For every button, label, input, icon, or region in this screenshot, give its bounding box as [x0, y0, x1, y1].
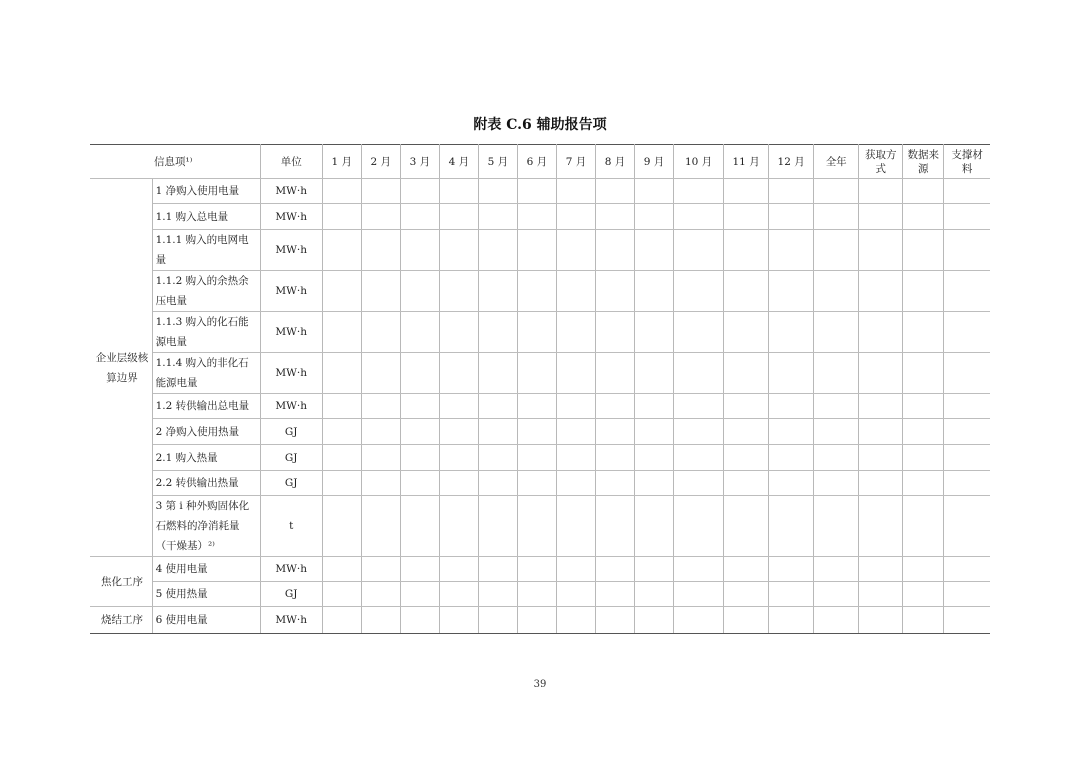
data-cell[interactable] — [859, 230, 903, 271]
data-cell[interactable] — [361, 471, 400, 496]
data-cell[interactable] — [859, 353, 903, 394]
data-cell[interactable] — [595, 179, 634, 204]
group-label-text: 焦化工序 — [101, 575, 143, 588]
data-cell[interactable] — [478, 496, 517, 557]
header-material: 支撑材料 — [944, 145, 990, 179]
data-cell[interactable] — [903, 419, 944, 445]
data-cell[interactable] — [439, 582, 478, 607]
data-cell[interactable] — [944, 271, 990, 312]
data-cell[interactable] — [635, 179, 674, 204]
unit-cell: MW·h — [260, 557, 322, 582]
info-item-cell: 2.2 转供输出热量 — [152, 471, 260, 496]
data-cell[interactable] — [595, 471, 634, 496]
data-cell[interactable] — [635, 582, 674, 607]
data-cell[interactable] — [814, 204, 859, 230]
info-item-cell: 6 使用电量 — [152, 607, 260, 634]
data-cell[interactable] — [361, 445, 400, 471]
data-cell[interactable] — [556, 271, 595, 312]
info-item-cell: 3 第 i 种外购固体化石燃料的净消耗量（干燥基）²⁾ — [152, 496, 260, 557]
data-cell[interactable] — [322, 445, 361, 471]
unit-cell: t — [260, 496, 322, 557]
data-cell[interactable] — [859, 312, 903, 353]
info-item-cell: 1.1.3 购入的化石能源电量 — [152, 312, 260, 353]
table-row — [90, 230, 990, 271]
data-cell[interactable] — [635, 394, 674, 419]
data-cell[interactable] — [903, 582, 944, 607]
data-cell[interactable] — [400, 607, 439, 634]
data-cell[interactable] — [903, 394, 944, 419]
data-cell[interactable] — [478, 312, 517, 353]
data-cell[interactable] — [556, 471, 595, 496]
data-cell[interactable] — [400, 353, 439, 394]
data-cell[interactable] — [595, 607, 634, 634]
table-row — [90, 271, 990, 312]
data-cell[interactable] — [439, 557, 478, 582]
data-cell[interactable] — [635, 471, 674, 496]
data-cell[interactable] — [439, 496, 478, 557]
header-month-9: 9 月 — [635, 145, 674, 179]
data-cell[interactable] — [814, 353, 859, 394]
data-cell[interactable] — [517, 271, 556, 312]
data-cell[interactable] — [814, 312, 859, 353]
data-cell[interactable] — [439, 471, 478, 496]
data-cell[interactable] — [944, 582, 990, 607]
data-cell[interactable] — [322, 582, 361, 607]
data-cell[interactable] — [361, 204, 400, 230]
unit-cell: MW·h — [260, 230, 322, 271]
data-cell[interactable] — [674, 557, 724, 582]
group-label — [90, 557, 152, 607]
data-cell[interactable] — [400, 204, 439, 230]
data-cell[interactable] — [322, 419, 361, 445]
unit-cell: GJ — [260, 471, 322, 496]
data-cell[interactable] — [903, 271, 944, 312]
data-cell[interactable] — [944, 445, 990, 471]
table-row — [90, 353, 990, 394]
unit-cell: MW·h — [260, 607, 322, 634]
data-cell[interactable] — [322, 557, 361, 582]
data-cell[interactable] — [517, 496, 556, 557]
data-cell[interactable] — [595, 204, 634, 230]
data-cell[interactable] — [517, 179, 556, 204]
data-cell[interactable] — [769, 471, 814, 496]
data-cell[interactable] — [635, 312, 674, 353]
data-cell[interactable] — [556, 230, 595, 271]
table-body — [90, 179, 990, 634]
data-cell[interactable] — [595, 230, 634, 271]
data-cell[interactable] — [595, 496, 634, 557]
data-cell[interactable] — [674, 445, 724, 471]
header-year: 全年 — [814, 145, 859, 179]
header-month-8: 8 月 — [595, 145, 634, 179]
data-cell[interactable] — [400, 271, 439, 312]
data-cell[interactable] — [556, 204, 595, 230]
data-cell[interactable] — [595, 271, 634, 312]
data-cell[interactable] — [635, 445, 674, 471]
data-cell[interactable] — [361, 496, 400, 557]
data-cell[interactable] — [361, 312, 400, 353]
header-month-5: 5 月 — [478, 145, 517, 179]
data-cell[interactable] — [361, 419, 400, 445]
unit-cell: MW·h — [260, 312, 322, 353]
data-cell[interactable] — [439, 445, 478, 471]
data-cell[interactable] — [478, 204, 517, 230]
data-cell[interactable] — [903, 557, 944, 582]
header-month-4: 4 月 — [439, 145, 478, 179]
data-cell[interactable] — [517, 582, 556, 607]
data-cell[interactable] — [903, 312, 944, 353]
data-cell[interactable] — [439, 204, 478, 230]
data-cell[interactable] — [478, 419, 517, 445]
data-cell[interactable] — [944, 312, 990, 353]
data-cell[interactable] — [903, 445, 944, 471]
data-cell[interactable] — [769, 204, 814, 230]
data-cell[interactable] — [944, 471, 990, 496]
data-cell[interactable] — [439, 179, 478, 204]
data-cell[interactable] — [814, 607, 859, 634]
data-cell[interactable] — [400, 496, 439, 557]
data-cell[interactable] — [478, 179, 517, 204]
data-cell[interactable] — [724, 271, 769, 312]
data-cell[interactable] — [724, 557, 769, 582]
data-cell[interactable] — [478, 271, 517, 312]
unit-cell: GJ — [260, 582, 322, 607]
data-cell[interactable] — [724, 204, 769, 230]
data-cell[interactable] — [361, 353, 400, 394]
data-cell[interactable] — [944, 179, 990, 204]
data-cell[interactable] — [944, 607, 990, 634]
data-cell[interactable] — [517, 394, 556, 419]
data-cell[interactable] — [478, 557, 517, 582]
data-cell[interactable] — [769, 353, 814, 394]
data-cell[interactable] — [674, 271, 724, 312]
data-cell[interactable] — [439, 230, 478, 271]
data-cell[interactable] — [674, 607, 724, 634]
data-cell[interactable] — [439, 607, 478, 634]
data-cell[interactable] — [322, 607, 361, 634]
data-cell[interactable] — [556, 445, 595, 471]
data-cell[interactable] — [674, 496, 724, 557]
data-cell[interactable] — [769, 230, 814, 271]
data-cell[interactable] — [769, 394, 814, 419]
info-item-cell: 1 净购入使用电量 — [152, 179, 260, 204]
group-label — [90, 607, 152, 634]
data-cell[interactable] — [674, 471, 724, 496]
header-row — [90, 145, 990, 179]
data-cell[interactable] — [903, 471, 944, 496]
data-cell[interactable] — [595, 419, 634, 445]
data-cell[interactable] — [903, 353, 944, 394]
auxiliary-report-table — [90, 144, 990, 634]
table-row — [90, 471, 990, 496]
data-cell[interactable] — [769, 419, 814, 445]
data-cell[interactable] — [944, 204, 990, 230]
info-item-cell: 1.1.1 购入的电网电量 — [152, 230, 260, 271]
data-cell[interactable] — [674, 312, 724, 353]
data-cell[interactable] — [635, 230, 674, 271]
data-cell[interactable] — [859, 582, 903, 607]
info-item-cell: 1.1.2 购入的余热余压电量 — [152, 271, 260, 312]
unit-cell: MW·h — [260, 394, 322, 419]
data-cell[interactable] — [769, 179, 814, 204]
data-cell[interactable] — [635, 496, 674, 557]
data-cell[interactable] — [400, 557, 439, 582]
data-cell[interactable] — [595, 582, 634, 607]
data-cell[interactable] — [814, 445, 859, 471]
info-item-cell: 1.1.4 购入的非化石能源电量 — [152, 353, 260, 394]
table-row — [90, 557, 990, 582]
data-cell[interactable] — [724, 179, 769, 204]
unit-cell: MW·h — [260, 353, 322, 394]
data-cell[interactable] — [724, 496, 769, 557]
data-cell[interactable] — [322, 230, 361, 271]
unit-cell: GJ — [260, 419, 322, 445]
unit-cell: MW·h — [260, 179, 322, 204]
header-month-11: 11 月 — [724, 145, 769, 179]
data-cell[interactable] — [724, 312, 769, 353]
data-cell[interactable] — [724, 445, 769, 471]
data-cell[interactable] — [769, 445, 814, 471]
header-source: 数据来源 — [903, 145, 944, 179]
data-cell[interactable] — [814, 419, 859, 445]
data-cell[interactable] — [903, 204, 944, 230]
data-cell[interactable] — [724, 607, 769, 634]
header-month-7: 7 月 — [556, 145, 595, 179]
data-cell[interactable] — [859, 179, 903, 204]
data-cell[interactable] — [556, 394, 595, 419]
data-cell[interactable] — [674, 394, 724, 419]
data-cell[interactable] — [556, 179, 595, 204]
data-cell[interactable] — [361, 557, 400, 582]
data-cell[interactable] — [635, 271, 674, 312]
data-cell[interactable] — [361, 607, 400, 634]
data-cell[interactable] — [478, 353, 517, 394]
data-cell[interactable] — [944, 353, 990, 394]
data-cell[interactable] — [859, 204, 903, 230]
data-cell[interactable] — [903, 179, 944, 204]
data-cell[interactable] — [478, 471, 517, 496]
data-cell[interactable] — [322, 353, 361, 394]
info-item-cell: 1.1 购入总电量 — [152, 204, 260, 230]
data-cell[interactable] — [361, 230, 400, 271]
data-cell[interactable] — [517, 353, 556, 394]
data-cell[interactable] — [556, 496, 595, 557]
data-cell[interactable] — [814, 496, 859, 557]
data-cell[interactable] — [635, 419, 674, 445]
data-cell[interactable] — [859, 607, 903, 634]
data-cell[interactable] — [769, 557, 814, 582]
data-cell[interactable] — [361, 394, 400, 419]
data-cell[interactable] — [478, 230, 517, 271]
data-cell[interactable] — [400, 582, 439, 607]
table-row — [90, 582, 990, 607]
info-item-cell: 5 使用热量 — [152, 582, 260, 607]
data-cell[interactable] — [859, 471, 903, 496]
data-cell[interactable] — [814, 394, 859, 419]
data-cell[interactable] — [556, 582, 595, 607]
data-cell[interactable] — [400, 312, 439, 353]
data-cell[interactable] — [769, 312, 814, 353]
data-cell[interactable] — [859, 496, 903, 557]
data-cell[interactable] — [478, 607, 517, 634]
data-cell[interactable] — [724, 230, 769, 271]
data-cell[interactable] — [517, 445, 556, 471]
data-cell[interactable] — [595, 394, 634, 419]
data-cell[interactable] — [944, 557, 990, 582]
data-cell[interactable] — [944, 419, 990, 445]
data-cell[interactable] — [903, 496, 944, 557]
unit-cell: GJ — [260, 445, 322, 471]
data-cell[interactable] — [944, 230, 990, 271]
data-cell[interactable] — [478, 394, 517, 419]
data-cell[interactable] — [439, 353, 478, 394]
table-row — [90, 179, 990, 204]
data-cell[interactable] — [400, 471, 439, 496]
data-cell[interactable] — [556, 557, 595, 582]
data-cell[interactable] — [400, 230, 439, 271]
info-item-cell: 2 净购入使用热量 — [152, 419, 260, 445]
data-cell[interactable] — [635, 204, 674, 230]
page-number: 39 — [533, 679, 547, 690]
header-unit: 单位 — [260, 145, 322, 179]
header-month-3: 3 月 — [400, 145, 439, 179]
table-row — [90, 419, 990, 445]
data-cell[interactable] — [903, 230, 944, 271]
data-cell[interactable] — [322, 271, 361, 312]
data-cell[interactable] — [769, 582, 814, 607]
data-cell[interactable] — [903, 607, 944, 634]
data-cell[interactable] — [439, 419, 478, 445]
data-cell[interactable] — [674, 419, 724, 445]
table-row — [90, 312, 990, 353]
table-row — [90, 204, 990, 230]
data-cell[interactable] — [814, 179, 859, 204]
unit-cell: MW·h — [260, 204, 322, 230]
data-cell[interactable] — [595, 557, 634, 582]
data-cell[interactable] — [674, 179, 724, 204]
table-row — [90, 607, 990, 634]
group-label-text: 企业层级核算边界 — [95, 351, 149, 384]
data-cell[interactable] — [517, 607, 556, 634]
data-cell[interactable] — [556, 419, 595, 445]
data-cell[interactable] — [674, 230, 724, 271]
data-cell[interactable] — [595, 312, 634, 353]
data-cell[interactable] — [322, 394, 361, 419]
data-cell[interactable] — [859, 445, 903, 471]
data-cell[interactable] — [361, 271, 400, 312]
data-cell[interactable] — [400, 419, 439, 445]
data-cell[interactable] — [814, 582, 859, 607]
data-cell[interactable] — [556, 312, 595, 353]
data-cell[interactable] — [859, 557, 903, 582]
data-cell[interactable] — [556, 353, 595, 394]
data-cell[interactable] — [517, 312, 556, 353]
data-cell[interactable] — [724, 419, 769, 445]
unit-cell: MW·h — [260, 271, 322, 312]
data-cell[interactable] — [439, 312, 478, 353]
data-cell[interactable] — [400, 445, 439, 471]
data-cell[interactable] — [814, 471, 859, 496]
data-cell[interactable] — [322, 204, 361, 230]
data-cell[interactable] — [674, 353, 724, 394]
table-row — [90, 445, 990, 471]
group-label — [90, 179, 152, 557]
data-cell[interactable] — [517, 557, 556, 582]
data-cell[interactable] — [724, 353, 769, 394]
data-cell[interactable] — [322, 312, 361, 353]
data-cell[interactable] — [439, 394, 478, 419]
data-cell[interactable] — [400, 394, 439, 419]
data-cell[interactable] — [724, 471, 769, 496]
data-cell[interactable] — [859, 419, 903, 445]
data-cell[interactable] — [814, 271, 859, 312]
data-cell[interactable] — [769, 607, 814, 634]
table-row — [90, 394, 990, 419]
header-month-1: 1 月 — [322, 145, 361, 179]
data-cell[interactable] — [769, 496, 814, 557]
data-cell[interactable] — [674, 204, 724, 230]
header-method: 获取方式 — [859, 145, 903, 179]
data-cell[interactable] — [361, 582, 400, 607]
data-cell[interactable] — [635, 353, 674, 394]
data-cell[interactable] — [478, 582, 517, 607]
data-cell[interactable] — [361, 179, 400, 204]
header-month-10: 10 月 — [674, 145, 724, 179]
info-item-cell: 4 使用电量 — [152, 557, 260, 582]
data-cell[interactable] — [595, 445, 634, 471]
data-cell[interactable] — [556, 607, 595, 634]
data-cell[interactable] — [814, 557, 859, 582]
info-item-cell: 2.1 购入热量 — [152, 445, 260, 471]
data-cell[interactable] — [724, 582, 769, 607]
info-item-cell: 1.2 转供输出总电量 — [152, 394, 260, 419]
data-cell[interactable] — [517, 419, 556, 445]
data-cell[interactable] — [595, 353, 634, 394]
data-cell[interactable] — [944, 394, 990, 419]
group-label-text: 烧结工序 — [101, 614, 143, 626]
data-cell[interactable] — [944, 496, 990, 557]
table-title: 附表 C.6 辅助报告项 — [473, 117, 607, 133]
data-cell[interactable] — [674, 582, 724, 607]
data-cell[interactable] — [517, 471, 556, 496]
data-cell[interactable] — [322, 471, 361, 496]
data-cell[interactable] — [635, 557, 674, 582]
header-info-item: 信息项¹⁾ — [90, 145, 260, 179]
header-month-6: 6 月 — [517, 145, 556, 179]
data-cell[interactable] — [517, 204, 556, 230]
data-cell[interactable] — [859, 394, 903, 419]
data-cell[interactable] — [439, 271, 478, 312]
data-cell[interactable] — [322, 496, 361, 557]
header-month-12: 12 月 — [769, 145, 814, 179]
data-cell[interactable] — [635, 607, 674, 634]
table-row — [90, 496, 990, 557]
data-cell[interactable] — [400, 179, 439, 204]
header-month-2: 2 月 — [361, 145, 400, 179]
data-cell[interactable] — [814, 230, 859, 271]
data-cell[interactable] — [322, 179, 361, 204]
data-cell[interactable] — [724, 394, 769, 419]
data-cell[interactable] — [859, 271, 903, 312]
data-cell[interactable] — [478, 445, 517, 471]
data-cell[interactable] — [517, 230, 556, 271]
data-cell[interactable] — [769, 271, 814, 312]
